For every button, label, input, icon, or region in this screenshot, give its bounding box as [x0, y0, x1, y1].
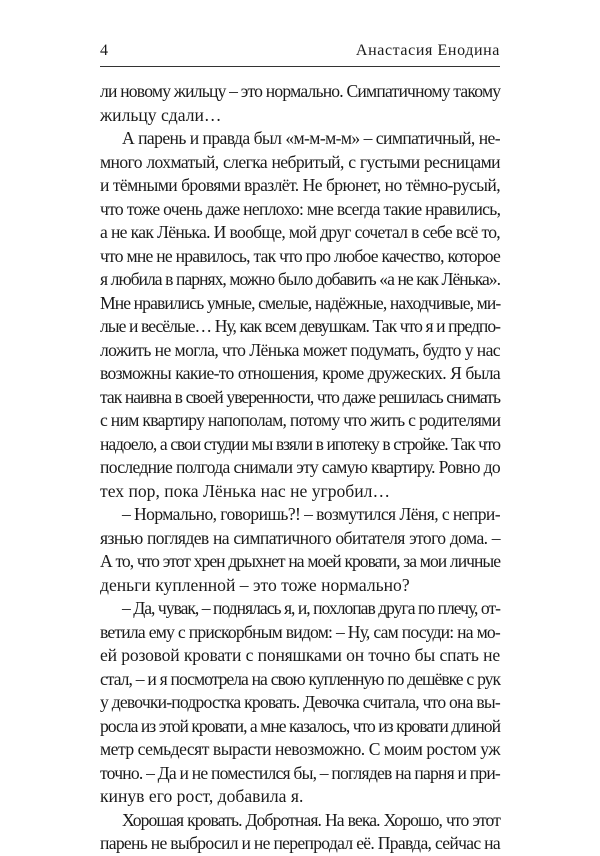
text-line: – Нормально, говоришь?! – возмутился Лёня, с непри- [122, 504, 500, 524]
page-header [100, 40, 500, 64]
text-line: А парень и правда был «м-м-м-м» – симпатичный, не- [122, 128, 500, 148]
body-text [100, 80, 500, 856]
text-line: так наивна в своей уверенности, что даже решилась снимать [100, 386, 500, 407]
text-line: последние полгода снимали эту самую квартиру. Ровно до [100, 457, 500, 477]
text-line: кинув его рост, добавила я. [100, 786, 304, 806]
text-line: с ним квартиру напополам, потому что жить с родителями [100, 410, 501, 430]
text-line: у девочки-подростка кровать. Девочка считала, что она вы- [100, 692, 500, 712]
text-line: стал, – и я посмотрела на свою купленную по дешёвке с рук [100, 668, 500, 689]
text-line: деньги купленной – это тоже нормально? [100, 574, 410, 595]
text-line: росла из этой кровати, а мне казалось, что из кровати длиной [100, 715, 500, 736]
text-line: ветила ему с прискорбным видом: – Ну, сам посуди: на мо- [100, 621, 500, 642]
text-line: ли новому жильцу – это нормально. Симпатичному такому [100, 81, 501, 101]
text-line: Хорошая кровать. Добротная. На века. Хорошо, что этот [122, 809, 500, 830]
running-title: Анастасия Енодина [355, 42, 500, 59]
text-line: язнью поглядев на симпатичного обитателя этого дома. – [100, 527, 500, 548]
text-line: много лохматый, слегка небритый, с густыми ресницами [100, 151, 500, 172]
text-line: и тёмными бровями вразлёт. Не брюнет, но тёмно-русый, [100, 175, 500, 195]
text-line: надоело, а свои студии мы взяли в ипотеку в стройке. Так что [100, 433, 500, 454]
text-line: жильцу сдали… [100, 104, 222, 125]
text-line: я любила в парнях, можно было добавить «а не как Лёнька». [100, 269, 500, 289]
text-line: ложить не могла, что Лёнька может подумать, будто у нас [100, 339, 500, 360]
text-line: тех пор, пока Лёнька нас не угробил… [100, 480, 391, 501]
text-line: что мне не нравилось, так что про любое качество, которое [100, 245, 500, 266]
text-line: Мне нравились умные, смелые, надёжные, находчивые, ми- [100, 292, 501, 313]
header-rule [100, 66, 500, 67]
text-line: А то, что этот хрен дрыхнет на моей кровати, за мои личные [100, 551, 500, 571]
text-line: что тоже очень даже неплохо: мне всегда такие нравились, [100, 198, 501, 219]
text-line: – Да, чувак, – поднялась я, и, похлопав друга по плечу, от- [122, 598, 500, 618]
text-line: метр семьдесят вырасти невозможно. С моим ростом уж [100, 739, 500, 759]
text-line: парень не выбросил и не перепродал её. Правда, сейчас на [100, 833, 500, 853]
text-line: а не как Лёнька. И вообще, мой друг сочетал в себе всё то, [100, 222, 500, 242]
text-line: возможны какие-то отношения, кроме дружеских. Я была [100, 363, 500, 383]
text-line: точно. – Да и не поместился бы, – поглядев на парня и при- [100, 762, 500, 783]
text-line: лые и весёлые… Ну, как всем девушкам. Так что я и предпо- [100, 316, 500, 336]
page-number: 4 [100, 42, 109, 59]
text-line: ей розовой кровати с поняшками он точно бы спать не [100, 645, 500, 665]
